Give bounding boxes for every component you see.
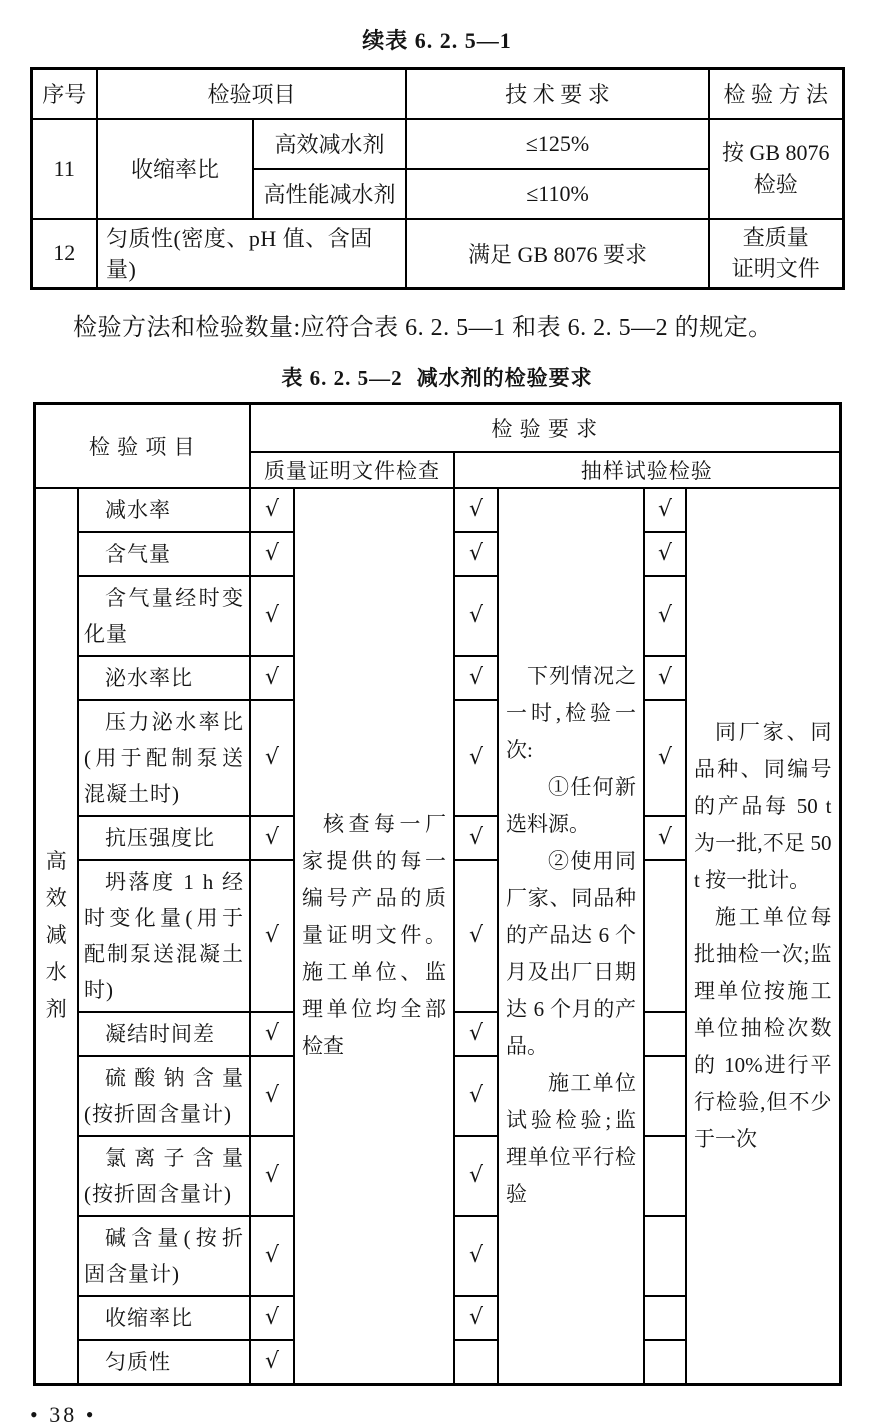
inspection-item-cell: 硫酸钠含量(按折固含量计) — [78, 1056, 250, 1136]
doc-check-mark-cell: √ — [250, 1012, 294, 1056]
sampling-check-2-cell — [644, 1296, 686, 1340]
table-row — [31, 119, 843, 169]
sampling-check-2-cell: √ — [644, 576, 686, 656]
row11-method: 按 GB 8076 检验 — [709, 119, 843, 219]
sampling-check-1-cell: √ — [454, 700, 498, 816]
inspection-item-cell: 氯离子含量(按折固含量计) — [78, 1136, 250, 1216]
sampling-check-1-cell: √ — [454, 1136, 498, 1216]
doc-check-mark-cell: √ — [250, 1296, 294, 1340]
category-label: 高效减水剂 — [45, 849, 67, 1022]
row11-sub2-name: 高性能减水剂 — [253, 169, 406, 219]
row11-sub1-requirement: ≤125% — [406, 119, 709, 169]
doc-check-note: 核查每一厂家提供的每一编号产品的质量证明文件。施工单位、监理单位均全部检查 — [294, 488, 454, 1385]
inspection-item-cell: 含气量 — [78, 532, 250, 576]
table1-header-item: 检验项目 — [97, 69, 406, 119]
sampling-check-2-cell — [644, 1056, 686, 1136]
sampling-check-1-cell: √ — [454, 488, 498, 532]
inspection-item-cell: 含气量经时变化量 — [78, 576, 250, 656]
doc-check-mark-cell: √ — [250, 576, 294, 656]
doc-check-mark-cell: √ — [250, 700, 294, 816]
sampling-check-1-cell: √ — [454, 656, 498, 700]
sampling-check-2-cell — [644, 1340, 686, 1385]
page-number: • 38 • — [30, 1401, 97, 1427]
category-cell — [34, 488, 78, 1385]
sampling-check-1-cell: √ — [454, 860, 498, 1012]
doc-check-mark-cell: √ — [250, 488, 294, 532]
table-6-2-5-2 — [33, 402, 842, 1386]
inspection-item-cell: 泌水率比 — [78, 656, 250, 700]
inspection-method-paragraph: 检验方法和检验数量:应符合表 6. 2. 5—1 和表 6. 2. 5—2 的规定。 — [73, 315, 773, 342]
inspection-item-cell: 抗压强度比 — [78, 816, 250, 860]
row12-method: 查质量 证明文件 — [709, 219, 843, 289]
sampling-check-1-cell: √ — [454, 1296, 498, 1340]
sampling-check-2-cell — [644, 1136, 686, 1216]
doc-check-mark-cell: √ — [250, 532, 294, 576]
row12-number: 12 — [31, 219, 97, 289]
table1-header-requirement: 技 术 要 求 — [406, 69, 709, 119]
inspection-item-cell: 匀质性 — [78, 1340, 250, 1385]
inspection-item-cell: 碱含量(按折固含量计) — [78, 1216, 250, 1296]
inspection-item-cell: 坍落度 1 h 经时变化量(用于配制泵送混凝土时) — [78, 860, 250, 1012]
sampling-check-1-cell: √ — [454, 1056, 498, 1136]
sampling-check-2-cell — [644, 860, 686, 1012]
sampling-check-2-cell — [644, 1216, 686, 1296]
sampling-check-2-cell: √ — [644, 488, 686, 532]
doc-check-mark-cell: √ — [250, 1136, 294, 1216]
doc-check-mark-cell: √ — [250, 1056, 294, 1136]
table2-header-row-1 — [34, 404, 840, 452]
row12-item: 匀质性(密度、pH 值、含固量) — [97, 219, 406, 289]
table-row — [31, 219, 843, 289]
sampling-check-2-cell — [644, 1012, 686, 1056]
batch-note: 同厂家、同品种、同编号的产品每 50 t 为一批,不足 50 t 按一批计。 施工单位每批抽检一次;监理单位按施工单位抽检次数的 10%进行平行检验,但不少于一次 — [686, 488, 840, 1385]
sampling-check-1-cell: √ — [454, 576, 498, 656]
table1-header-no: 序号 — [31, 69, 97, 119]
inspection-item-cell: 减水率 — [78, 488, 250, 532]
table2-header-sampling: 抽样试验检验 — [454, 452, 840, 488]
inspection-item-cell: 压力泌水率比(用于配制泵送混凝土时) — [78, 700, 250, 816]
doc-check-mark-cell: √ — [250, 816, 294, 860]
table2-title-name: 减水剂的检验要求 — [416, 366, 593, 391]
sampling-check-2-cell: √ — [644, 700, 686, 816]
row11-item: 收缩率比 — [97, 119, 253, 219]
sampling-check-1-cell: √ — [454, 1216, 498, 1296]
sampling-check-2-cell: √ — [644, 656, 686, 700]
row11-sub1-name: 高效减水剂 — [253, 119, 406, 169]
table1-header-row — [31, 69, 843, 119]
table-row — [34, 488, 840, 532]
table2-header-item: 检 验 项 目 — [34, 404, 250, 488]
table2-header-requirement: 检 验 要 求 — [250, 404, 840, 452]
table-6-2-5-2-title — [0, 362, 874, 392]
sampling-check-1-cell: √ — [454, 532, 498, 576]
sampling-check-2-cell: √ — [644, 532, 686, 576]
inspection-item-cell: 凝结时间差 — [78, 1012, 250, 1056]
sampling-check-1-cell: √ — [454, 816, 498, 860]
row12-requirement: 满足 GB 8076 要求 — [406, 219, 709, 289]
doc-check-mark-cell: √ — [250, 860, 294, 1012]
sampling-note: 下列情况之一时,检验一次: ①任何新选料源。 ②使用同厂家、同品种的产品达 6 个月及出厂日期达 6 个月的产品。 施工单位试验检验;监理单位平行检验 — [498, 488, 644, 1385]
sampling-check-2-cell: √ — [644, 816, 686, 860]
continued-table-title: 续表 6. 2. 5—1 — [362, 28, 512, 53]
table-6-2-5-1-continued — [30, 67, 845, 290]
doc-check-mark-cell: √ — [250, 1216, 294, 1296]
sampling-check-1-cell — [454, 1340, 498, 1385]
doc-check-mark-cell: √ — [250, 1340, 294, 1385]
sampling-check-1-cell: √ — [454, 1012, 498, 1056]
row11-number: 11 — [31, 119, 97, 219]
doc-check-mark-cell: √ — [250, 656, 294, 700]
row11-sub2-requirement: ≤110% — [406, 169, 709, 219]
table2-header-doc-check: 质量证明文件检查 — [250, 452, 454, 488]
inspection-item-cell: 收缩率比 — [78, 1296, 250, 1340]
table2-title-label: 表 6. 2. 5—2 — [281, 366, 403, 391]
table1-header-method: 检 验 方 法 — [709, 69, 843, 119]
